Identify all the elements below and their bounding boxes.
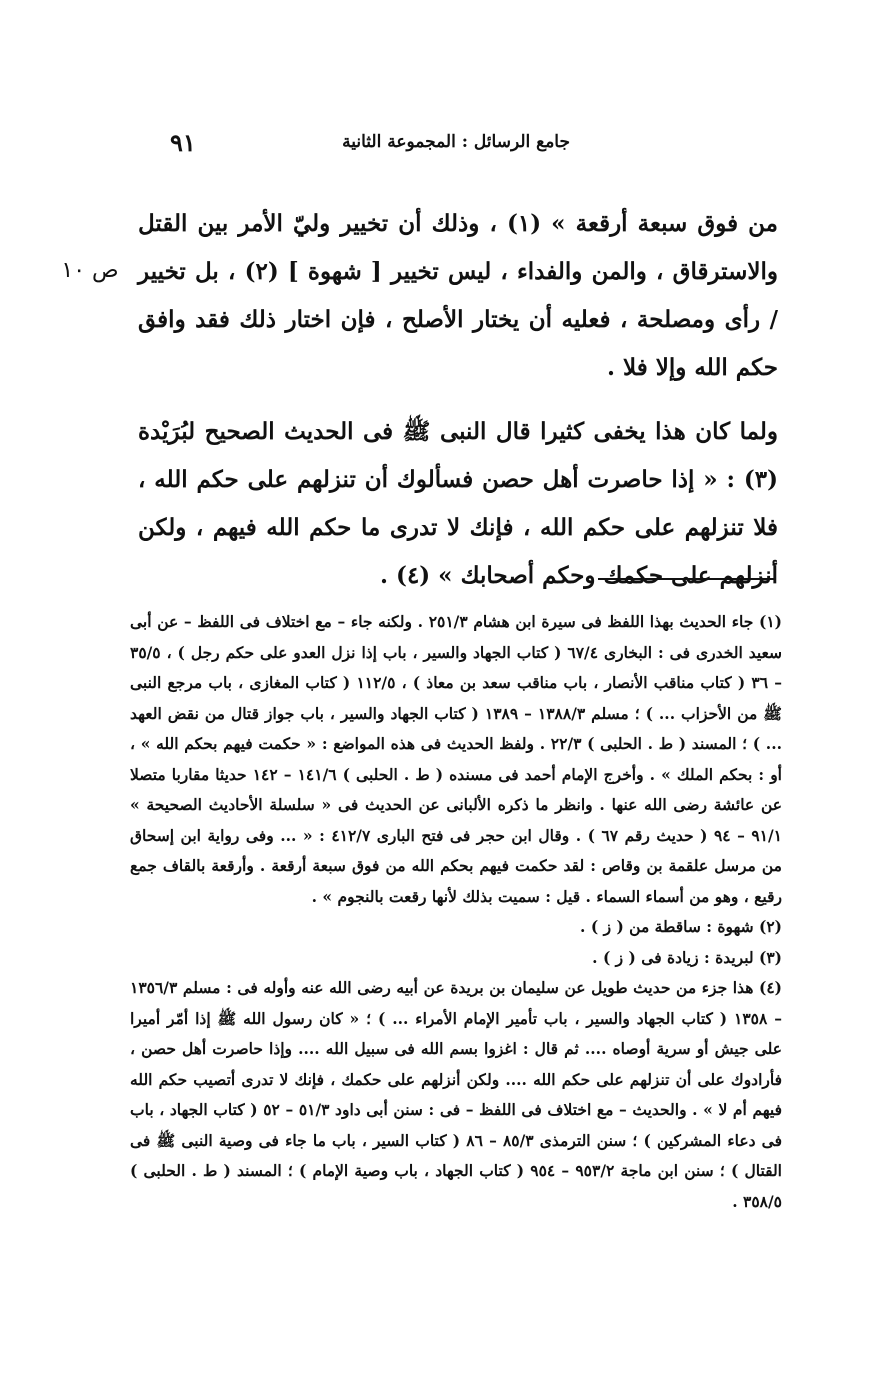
footnote-separator (598, 578, 774, 580)
footnote: (١) جاء الحديث بهذا اللفظ فى سيرة ابن هشام ٢٥١/٣ . ولكنه جاء – مع اختلاف فى اللفظ – عن أبى سعيد الخدرى فى : البخارى ٦٧/٤ ( كتاب الجهاد والسير ، باب إذا نزل العدو على حكم رجل ) ، ٣٥/٥ – ٣٦ ( كتاب مناقب الأنصار ، باب مناقب سعد بن معاذ ) ، ١١٢/٥ ( كتاب المغازى ، باب مرجع النبى ﷺ من الأحزاب ... ) ؛ مسلم ١٣٨٨/٣ – ١٣٨٩ ( كتاب الجهاد والسير ، باب جواز قتال من نقض العهد ... ) ؛ المسند ( ط . الحلبى ) ٢٢/٣ . ولفظ الحديث فى هذه المواضع : « حكمت فيهم بحكم الله » ، أو : بحكم الملك » . وأخرج الإمام أحمد فى مسنده ( ط . الحلبى ) ١٤١/٦ – ١٤٢ حديثا مقاربا متصلا عن عائشة رضى الله عنها . وانظر ما ذكره الألبانى عن الحديث فى « سلسلة الأحاديث الصحيحة » ٩١/١ – ٩٤ ( حديث رقم ٦٧ ) . وقال ابن حجر فى فتح البارى ٤١٢/٧ : « ... وفى رواية ابن إسحاق من مرسل علقمة بن وقاص : لقد حكمت فيهم بحكم الله من فوق سبعة أرقعة . وأرقعة بالقاف جمع رقيع ، وهو من أسماء السماء . قيل : سميت بذلك لأنها رقعت بالنجوم » . (130, 612, 783, 906)
page-number: ٩١ (170, 128, 196, 157)
main-text (138, 200, 778, 600)
running-title: جامع الرسائل : المجموعة الثانية (342, 132, 570, 152)
footnote: (٤) هذا جزء من حديث طويل عن سليمان بن بريدة عن أبيه رضى الله عنه وأوله فى : مسلم ١٣٥٦/٣ – ١٣٥٨ ( كتاب الجهاد والسير ، باب تأمير الإمام الأمراء ... ) ؛ « كان رسول الله ﷺ إذا أمّر أميرا على جيش أو سرية أوصاه .... ثم قال : اغزوا بسم الله فى سبيل الله .... وإذا حاصرت أهل حصن ، فأرادوك على أن تنزلهم على حكم الله .... ولكن أنزلهم على حكمك ، فإنك لا تدرى أتصيب حكم الله فيهم أم لا » . والحديث – مع اختلاف فى اللفظ – فى : سنن أبى داود ٥١/٣ – ٥٢ ( كتاب الجهاد ، باب فى دعاء المشركين ) ؛ سنن الترمذى ٨٥/٣ – ٨٦ ( كتاب السير ، باب ما جاء فى وصية النبى ﷺ فى القتال ) ؛ سنن ابن ماجة ٩٥٣/٢ – ٩٥٤ ( كتاب الجهاد ، باب وصية الإمام ) ؛ المسند ( ط . الحلبى ) ٣٥٨/٥ . (130, 978, 782, 1211)
paragraph: ولما كان هذا يخفى كثيرا قال النبى ﷺ فى الحديث الصحيح لبُرَيْدة (٣) : « إذا حاصرت أهل حصن فسألوك أن تنزلهم على حكم الله ، فلا تنزلهم على حكم الله ، فإنك لا تدرى ما حكم الله فيهم ، ولكن أنزلهم على حكمك وحكم أصحابك » (٤) . (138, 418, 778, 589)
footnotes (130, 607, 782, 1217)
footnote: (٣) لبريدة : زيادة فى ( ز ) . (592, 947, 782, 967)
page-header (170, 128, 570, 160)
margin-page-reference: ص ١٠ (61, 258, 119, 283)
footnote: (٢) شهوة : ساقطة من ( ز ) . (580, 917, 782, 936)
paragraph: من فوق سبعة أرقعة » (١) ، وذلك أن تخيير وليّ الأمر بين القتل والاسترقاق ، والمن والفداء ، ليس تخيير [ شهوة ] (٢) ، بل تخيير / رأى ومصلحة ، فعليه أن يختار الأصلح ، فإن اختار ذلك فقد وافق حكم الله وإلا فلا . (138, 210, 779, 381)
